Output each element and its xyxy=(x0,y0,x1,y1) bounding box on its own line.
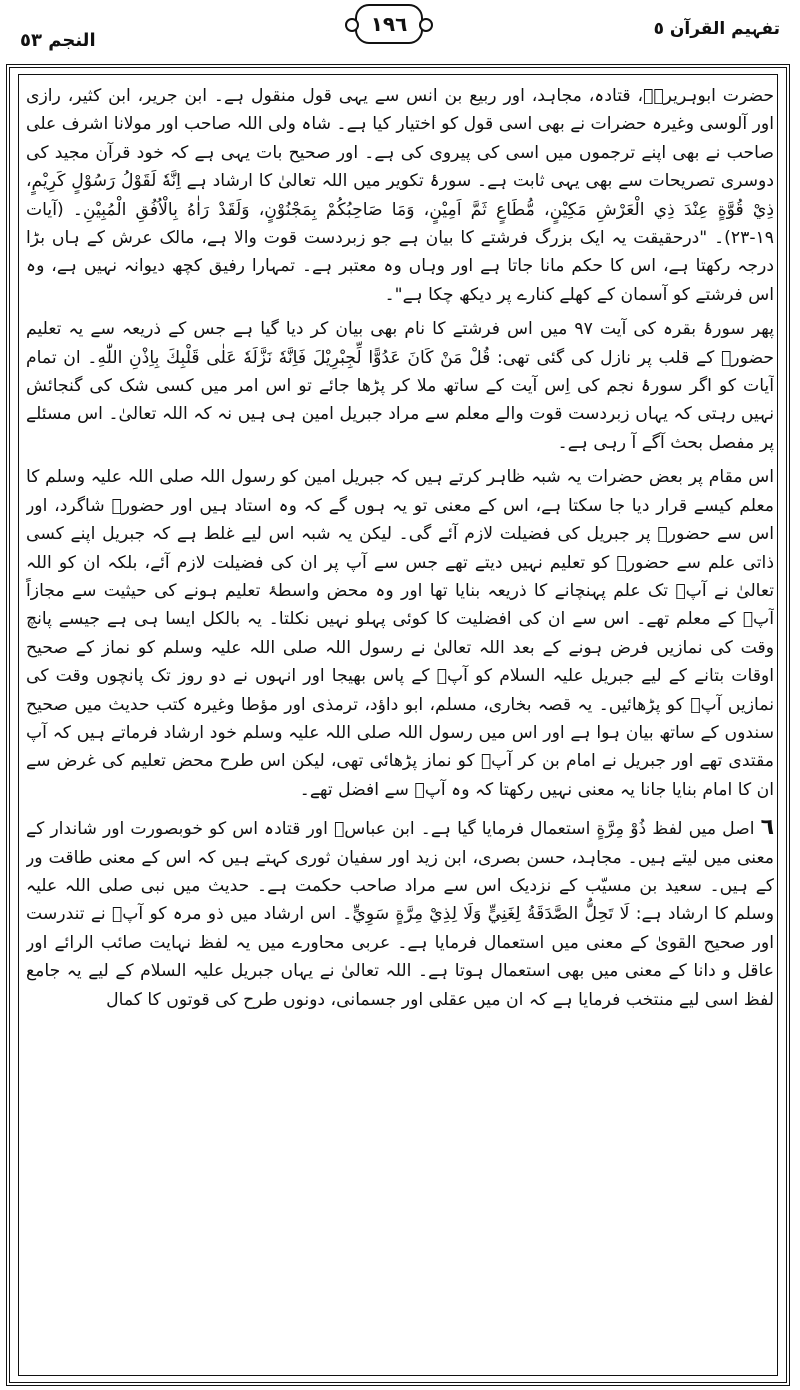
footnote-marker: ٦ xyxy=(760,815,774,841)
paragraph-2: پھر سورۂ بقرہ کی آیت ٩٧ میں اس فرشتے کا نام بھی بیان کر دیا گیا ہے جس کے ذریعہ سے یہ تعلیم حضورؐ کے قلب پر نازل کی گئی تھی: قُلْ مَنْ كَانَ عَدُوًّا لِّجِبْرِيْلَ فَاِنَّهٗ نَزَّلَهٗ عَلٰى قَلْبِكَ بِاِذْنِ اللّٰهِ۔ ان تمام آیات کو اگر سورۂ نجم کی اِس آیت کے ساتھ ملا کر پڑھا جائے تو اس امر میں کسی شک کی گنجائش نہیں رہتی کہ یہاں زبردست قوت والے معلم سے مراد جبریل امین ہی ہیں نہ کہ اللہ تعالیٰ۔ اس مسئلے پر مفصل بحث آگے آ رہی ہے۔ xyxy=(26,319,774,453)
paragraph-3: اس مقام پر بعض حضرات یہ شبہ ظاہر کرتے ہیں کہ جبریل امین کو رسول اللہ صلی اللہ علیہ وسلم کا معلم کیسے قرار دیا جا سکتا ہے، اس کے معنی تو یہ ہوں گے کہ وہ استاد ہیں اور حضورؐ شاگرد، اور اس سے حضورؐ پر جبریل کی فضیلت لازم آئے گی۔ لیکن یہ شبہ اس لیے غلط ہے کہ جبریل اپنے کسی ذاتی علم سے حضورؐ کو تعلیم نہیں دیتے تھے جس سے آپ پر ان کی فضیلت لازم آئے، بلکہ ان کو اللہ تعالیٰ نے آپؐ تک علم پہنچانے کا ذریعہ بنایا تھا اور وہ محض واسطۂ تعلیم ہونے کی حیثیت سے مجازاً آپؐ کے معلم تھے۔ اس سے ان کی افضلیت کا کوئی پہلو نہیں نکلتا۔ یہ بالکل ایسا ہی ہے جیسے پانچ وقت کی نمازیں فرض ہونے کے بعد اللہ تعالیٰ نے رسول اللہ صلی اللہ علیہ وسلم کو نماز کے صحیح اوقات بتانے کے لیے جبریل علیہ السلام کو آپؐ کے پاس بھیجا اور انہوں نے دو روز تک پانچوں وقت کی نمازیں آپؐ کو پڑھائیں۔ یہ قصہ بخاری، مسلم، ابو داؤد، ترمذی اور مؤطا وغیرہ کتب حدیث میں صحیح سندوں کے ساتھ بیان ہوا ہے اور اس میں رسول اللہ صلی اللہ علیہ وسلم خود ارشاد فرماتے ہیں کہ آپ مقتدی تھے اور جبریل نے امام بن کر آپؐ کو نماز پڑھائی تھی، لیکن اس طرح محض تعلیم کی غرض سے ان کا امام بنایا جانا یہ معنی نہیں رکھتا کہ وہ آپؐ سے افضل تھے۔ xyxy=(26,467,774,800)
page-number-ornament xyxy=(355,4,423,44)
footnote-paragraph xyxy=(26,814,774,1014)
paragraph-1: حضرت ابوہریرہؓ، قتادہ، مجاہد، اور ربیع بن انس سے یہی قول منقول ہے۔ ابن جریر، ابن کثیر، رازی اور آلوسی وغیرہ حضرات نے بھی اسی قول کو اختیار کیا ہے۔ شاہ ولی اللہ صاحب اور مولانا اشرف علی صاحب نے بھی اپنے ترجموں میں اسی کی پیروی کی ہے۔ اور صحیح بات یہی ہے کہ خود قرآن مجید کی دوسری تصریحات سے بھی یہی ثابت ہے۔ سورۂ تکویر میں اللہ تعالیٰ کا ارشاد ہے اِنَّهٗ لَقَوْلُ رَسُوْلٍ كَرِيْمٍ، ذِيْ قُوَّةٍ عِنْدَ ذِي الْعَرْشِ مَكِيْنٍ، مُّطَاعٍ ثَمَّ اَمِيْنٍ، وَمَا صَاحِبُكُمْ بِمَجْنُوْنٍ، وَلَقَدْ رَاٰهُ بِالْاُفُقِ الْمُبِيْنِ۔ (آیات ١٩-٢٣)۔ "درحقیقت یہ ایک بزرگ فرشتے کا بیان ہے جو زبردست قوت والا ہے، مالک عرش کے ہاں بڑا درجہ رکھتا ہے، اس کا حکم مانا جاتا ہے اور وہاں وہ معتبر ہے۔ تمہارا رفیق کچھ دیوانہ نہیں ہے، وہ اس فرشتے کو آسمان کے کھلے کنارے پر دیکھ چکا ہے"۔ xyxy=(26,86,774,305)
surah-reference: النجم ٥٣ xyxy=(20,30,96,51)
footnote-text: اصل میں لفظ ذُوْ مِرَّةٍ استعمال فرمایا گیا ہے۔ ابن عباسؓ اور قتادہ اس کو خوبصورت اور شاندار کے معنی میں لیتے ہیں۔ مجاہد، حسن بصری، ابن زید اور سفیان ثوری کہتے ہیں کہ اس کے معنی طاقت ور کے ہیں۔ سعید بن مسیّب کے نزدیک اس سے مراد صاحب حکمت ہے۔ حدیث میں نبی صلی اللہ علیہ وسلم کا ارشاد ہے: لَا تَحِلُّ الصَّدَقَةُ لِغَنِيٍّ وَلَا لِذِيْ مِرَّةٍ سَوِيٍّ۔ اس ارشاد میں ذو مرہ کو آپؐ نے تندرست اور صحیح القویٰ کے معنی میں استعمال فرمایا ہے۔ عربی محاورے میں یہ لفظ نہایت صائب الرائے اور عاقل و دانا کے معنی میں بھی استعمال ہوتا ہے۔ اللہ تعالیٰ نے یہاں جبریل علیہ السلام کے لیے یہ جامع لفظ اسی لیے منتخب فرمایا ہے کہ ان میں عقلی اور جسمانی، دونوں طرح کی قوتوں کا کمال xyxy=(26,819,774,1010)
page-number: ١٩٦ xyxy=(370,12,408,36)
book-title: تفہیم القرآن ٥ xyxy=(653,19,780,39)
page-header xyxy=(0,0,800,62)
page-body xyxy=(26,82,774,1378)
